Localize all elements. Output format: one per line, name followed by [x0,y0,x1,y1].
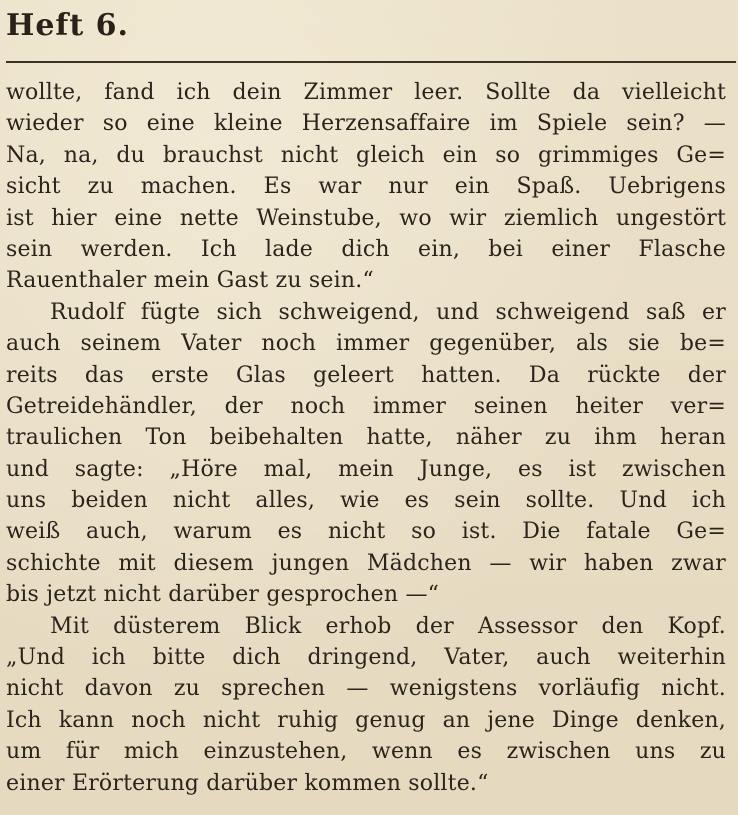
text-line: bis jetzt nicht darüber gesprochen —“ [6,582,440,608]
text-line: uns beiden nicht alles, wie es sein sollte. Und ich [6,488,726,514]
text-line: sicht zu machen. Es war nur ein Spaß. Uebrigens [6,174,726,200]
text-line: ist hier eine nette Weinstube, wo wir ziemlich ungestört [6,205,726,231]
text-line: nicht davon zu sprechen — wenigstens vorläufig nicht. [6,676,726,702]
text-line: Getreidehändler, der noch immer seinen heiter ver= [6,393,726,419]
text-line: und sagte: „Höre mal, mein Junge, es ist zwischen [6,456,726,482]
text-line: Rauenthaler mein Gast zu sein.“ [6,268,374,294]
text-line: weiß auch, warum es nicht so ist. Die fatale Ge= [6,519,726,545]
header-rule [6,61,736,63]
text-line: um für mich einzustehen, wenn es zwischen uns zu [6,739,726,765]
text-line: sein werden. Ich lade dich ein, bei einer Flasche [6,236,726,262]
text-line: auch seinem Vater noch immer gegenüber, als sie be= [6,331,726,357]
text-line: einer Erörterung darüber kommen sollte.“ [6,770,489,796]
text-line: Mit düsterem Blick erhob der Assessor den Kopf. [50,613,726,639]
text-line: traulichen Ton beibehalten hatte, näher zu ihm heran [6,425,726,451]
text-line: Ich kann noch nicht ruhig genug an jene Dinge denken, [6,707,726,733]
page-header: Heft 6. [6,8,129,43]
text-line: Na, na, du brauchst nicht gleich ein so grimmiges Ge= [6,142,726,168]
text-line: „Und ich bitte dich dringend, Vater, auch weiterhin [6,645,726,671]
text-line: schichte mit diesem jungen Mädchen — wir haben zwar [6,550,726,576]
text-line: reits das erste Glas geleert hatten. Da rückte der [6,362,726,388]
text-line: Rudolf fügte sich schweigend, und schweigend saß er [50,299,726,325]
text-line: wollte, fand ich dein Zimmer leer. Sollte da vielleicht [6,80,726,105]
text-line: wieder so eine kleine Herzensaffaire im Spiele sein? — [6,111,726,137]
body-text [6,77,726,799]
